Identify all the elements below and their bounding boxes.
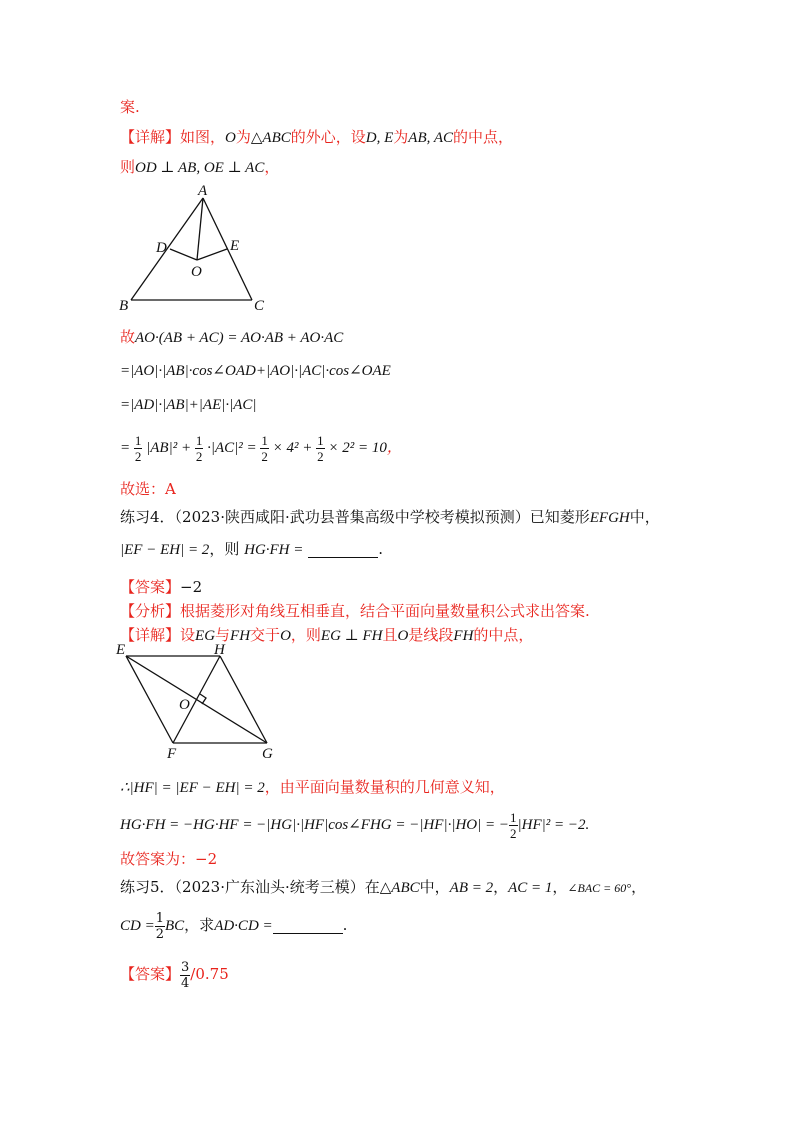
equation-line-1: 故AO·(AB + AC) = AO·AB + AO·AC <box>120 328 344 346</box>
equation-line-5: ∴|HF| = |EF − EH| = 2，由平面向量数量积的几何意义知， <box>120 778 505 796</box>
label-B: B <box>119 298 129 314</box>
fraction-three-quarters: $\frac{3}{4}$ <box>181 959 190 991</box>
fraction-half-2: $\frac{1}{2}$ <box>195 433 203 465</box>
answer-blank <box>308 543 378 558</box>
label-H: H <box>214 642 225 658</box>
triangle-figure <box>115 180 275 315</box>
answer-4-line: 【答案】−2 <box>120 578 203 596</box>
answer-5-line: 【答案】 $\frac{3}{4}$ /0.75 <box>120 959 229 991</box>
fraction-half-1: $\frac{1}{2}$ <box>134 433 142 465</box>
detail-line-1: 【详解】如图，O为△ABC的外心，设D, E为AB, AC的中点， <box>120 128 514 146</box>
fraction-half-6: $\frac{1}{2}$ <box>155 910 164 942</box>
label-E: E <box>230 238 240 254</box>
exercise-4-heading: 练习4．（2023·陕西咸阳·武功县普集高级中学校考模拟预测）已知菱形EFGH中， <box>120 508 660 526</box>
label-C: C <box>254 298 265 314</box>
equation-line-3: =|AD|·|AB|+|AE|·|AC| <box>120 397 257 413</box>
fraction-half-4: $\frac{1}{2}$ <box>317 433 324 465</box>
detail-4-line: 【详解】设EG与FH交于O，则EG ⊥ FH且O是线段FH的中点， <box>120 626 534 644</box>
exercise-5-condition: CD = $\frac{1}{2}$ BC，求AD·CD = . <box>120 910 348 942</box>
detail-line-2: 则OD ⊥ AB, OE ⊥ AC， <box>120 158 280 176</box>
detail-tag: 【详解】 <box>120 128 181 146</box>
label-D: D <box>156 240 167 256</box>
exercise-4-condition: |EF − EH| = 2，则 HG·FH = . <box>120 540 383 558</box>
label-F: F <box>167 746 177 762</box>
label-O: O <box>191 264 202 280</box>
continued-text <box>120 96 140 118</box>
label-O2: O <box>179 697 190 713</box>
continued-answer-text: 案. <box>120 98 140 116</box>
equation-line-2: =|AO|·|AB|·cos∠OAD+|AO|·|AC|·cos∠OAE <box>120 363 391 379</box>
answer-blank-5 <box>273 919 343 934</box>
choice-line: 故选：A <box>120 480 176 498</box>
fraction-half-5: $\frac{1}{2}$ <box>510 810 517 842</box>
analysis-4-line: 【分析】根据菱形对角线互相垂直，结合平面向量数量积公式求出答案. <box>120 602 590 620</box>
equation-line-4: = $\frac{1}{2}$ |AB|² + $\frac{1}{2}$ ·|AC|² = $\frac{1}{2}$ × 4² + $\frac{1}{2}$ × 2² = 10， <box>120 433 402 465</box>
fraction-half-3: $\frac{1}{2}$ <box>261 433 268 465</box>
label-A: A <box>198 183 208 199</box>
final-answer-4: 故答案为：−2 <box>120 850 218 868</box>
label-G: G <box>262 746 273 762</box>
rhombus-figure <box>112 640 282 762</box>
label-E2: E <box>116 642 126 658</box>
equation-line-6: HG·FH = −HG·HF = −|HG|·|HF|cos∠FHG = −|HF|·|HO| = − $\frac{1}{2}$ |HF|² = −2. <box>120 810 590 842</box>
exercise-5-heading: 练习5．（2023·广东汕头·统考三模）在△ABC中，AB = 2，AC = 1，∠BAC = 60°， <box>120 878 647 896</box>
